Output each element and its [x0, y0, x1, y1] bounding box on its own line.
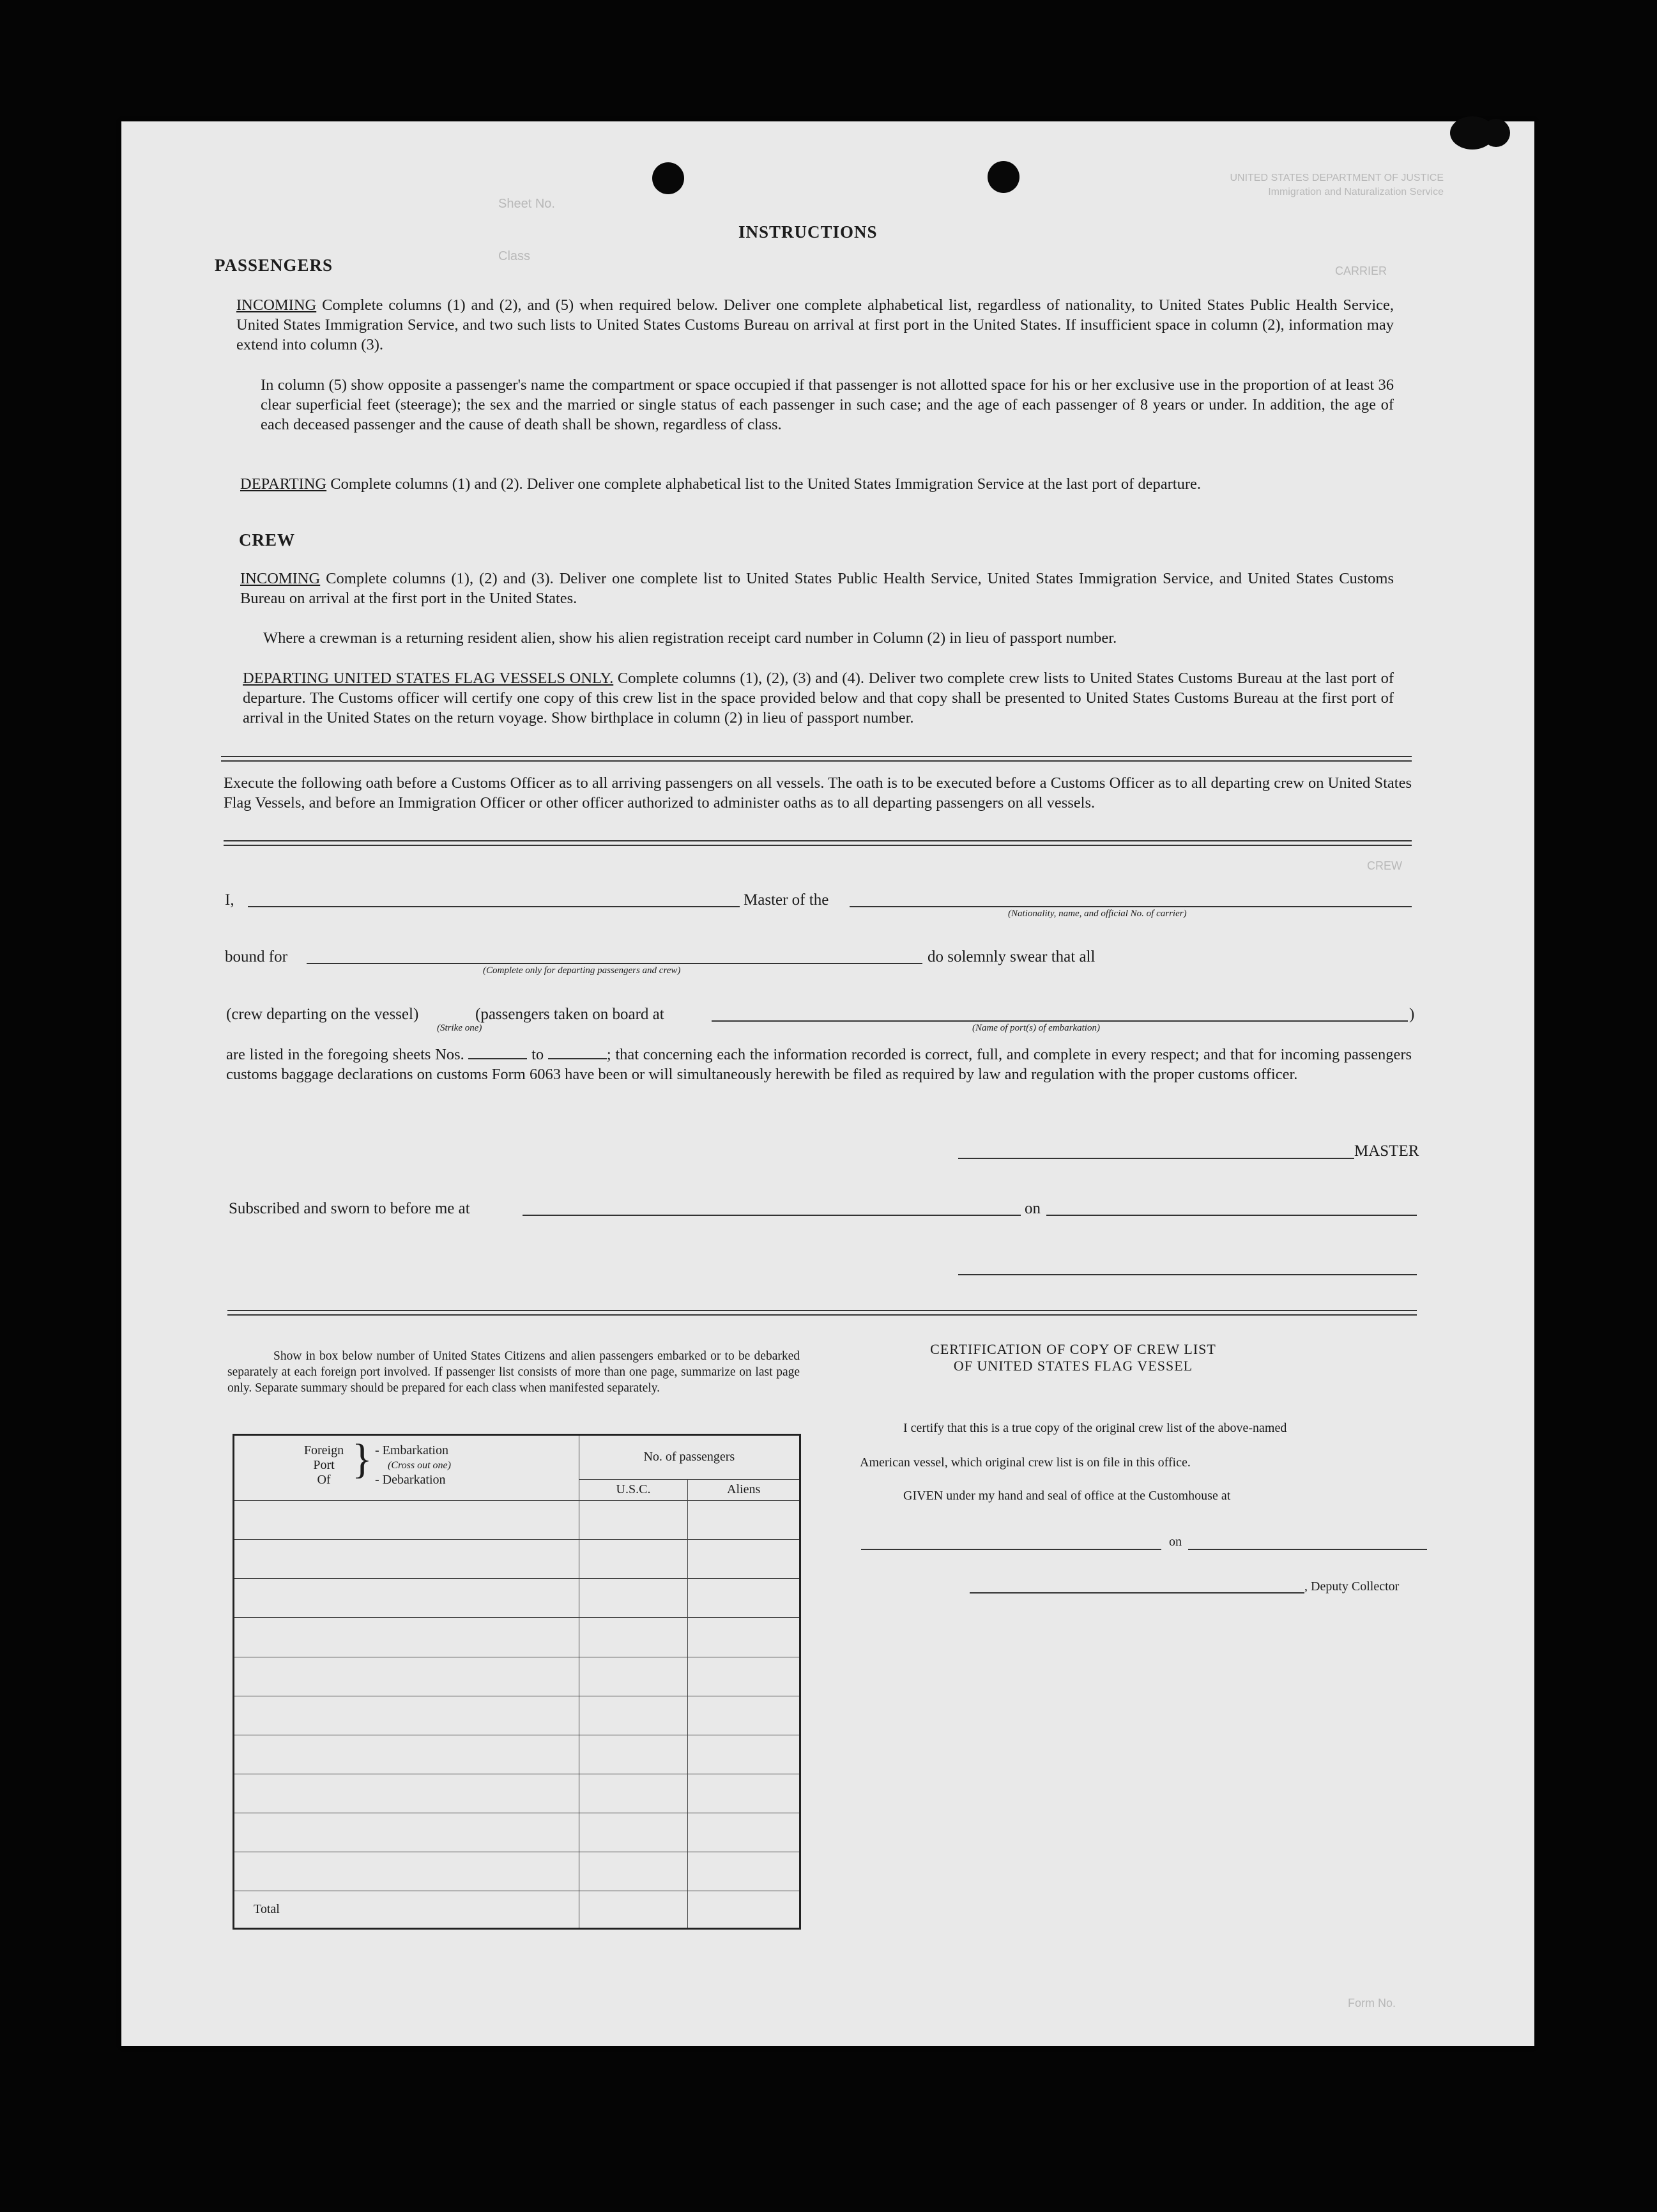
departing-flag-label: DEPARTING UNITED STATES FLAG VESSELS ONLY. — [243, 670, 614, 687]
usc-cell[interactable] — [579, 1813, 688, 1852]
table-row — [234, 1501, 800, 1540]
punch-hole-right — [988, 161, 1019, 193]
incoming-text: Complete columns (1) and (2), and (5) when required below. Deliver one complete alphabetical list, regardless of nationality, to United States Public Health Service, United States Immigration Service, and two such lists to United States Customs Bureau on arrival at first port in the United States. If insufficient space in column (2), information may extend into column (3). — [236, 296, 1394, 353]
column5-text: In column (5) show opposite a passenger's name the compartment or space occupied if that passenger is not allotted space for his or her exclusive use in the proportion of at least 36 clear superficial feet (steerage); the sex and the married or single status of each passenger in such case; and the age of each passenger of 8 years or under. In addition, the age of each deceased passenger and the cause of death shall be shown, regardless of class. — [261, 376, 1394, 433]
bleed-through-dept: UNITED STATES DEPARTMENT OF JUSTICE — [1230, 173, 1444, 183]
table-row — [234, 1696, 800, 1735]
certification-on-label: on — [1169, 1535, 1182, 1549]
close-paren: ) — [1409, 1006, 1415, 1023]
usc-cell[interactable] — [579, 1540, 688, 1579]
oath-intro: Execute the following oath before a Customs Officer as to all arriving passengers on all vessels. The oath is to be executed before a Customs Officer as to all departing crew on United States Flag Vessels, and before an Immigration Officer or other officer authorized to administer oaths as to all departing passengers on all vessels. — [224, 774, 1412, 811]
usc-cell[interactable] — [579, 1657, 688, 1696]
foregoing-sheets-paragraph — [226, 1045, 1412, 1084]
foreign-label: Foreign — [303, 1443, 344, 1457]
usc-cell[interactable] — [579, 1579, 688, 1618]
port-cell[interactable] — [234, 1774, 579, 1813]
deputy-collector-label: , Deputy Collector — [1304, 1579, 1400, 1594]
table-row — [234, 1579, 800, 1618]
port-cell[interactable] — [234, 1540, 579, 1579]
officer-signature-field[interactable] — [958, 1274, 1417, 1275]
certify-line-b: American vessel, which original crew list is on file in this office. — [860, 1455, 1191, 1470]
customhouse-field[interactable] — [861, 1549, 1161, 1550]
master-label: MASTER — [1354, 1142, 1419, 1160]
usc-header: U.S.C. — [579, 1479, 688, 1501]
crewman-paragraph — [263, 628, 1394, 648]
subscribed-label: Subscribed and sworn to before me at — [229, 1200, 470, 1217]
passenger-summary-table — [233, 1434, 801, 1930]
oath-i-label: I, — [225, 891, 234, 909]
total-label: Total — [234, 1891, 579, 1928]
crew-heading: CREW — [239, 530, 296, 549]
departing-label: DEPARTING — [240, 475, 327, 493]
port-cell[interactable] — [234, 1852, 579, 1891]
departing-text: Complete columns (1) and (2). Deliver one complete alphabetical list to the United States Immigration Service at the last port of departure. — [326, 475, 1201, 493]
of-label: Of — [317, 1473, 331, 1487]
crew-incoming-label: INCOMING — [240, 570, 321, 587]
passengers-incoming-paragraph — [236, 295, 1394, 355]
crew-incoming-text: Complete columns (1), (2) and (3). Deliver one complete list to United States Public Health Service, United States Immigration Service, and United States Customs Bureau on arrival at the first port in the United States. — [240, 570, 1394, 607]
strike-one-hint: (Strike one) — [437, 1023, 482, 1033]
port-label: Port — [313, 1458, 335, 1472]
bleed-through-sheet-no: Sheet No. — [498, 197, 555, 211]
usc-cell[interactable] — [579, 1618, 688, 1657]
embarkation-option[interactable]: - Embarkation — [375, 1443, 448, 1457]
brace-symbol: } — [352, 1436, 372, 1482]
passengers-departing-paragraph — [240, 474, 1394, 494]
column5-paragraph — [261, 375, 1394, 434]
listed-to-text: to — [531, 1046, 544, 1063]
table-row — [234, 1774, 800, 1813]
ports-field[interactable] — [712, 1020, 1408, 1022]
bleed-through-carrier: CARRIER — [1335, 265, 1387, 277]
aliens-cell[interactable] — [688, 1774, 800, 1813]
certify-line-a: I certify that this is a true copy of the original crew list of the above-named — [903, 1421, 1287, 1435]
summary-instructions: Show in box below number of United States Citizens and alien passengers embarked or to be debarked separately at each foreign port involved. If passenger list consists of more than one page, summarize on last page only. Separate summary should be prepared for each class when manifested separately. — [227, 1349, 800, 1395]
aliens-cell[interactable] — [688, 1813, 800, 1852]
port-cell[interactable] — [234, 1657, 579, 1696]
master-name-field[interactable] — [248, 906, 740, 907]
no-of-passengers-header: No. of passengers — [579, 1435, 800, 1480]
table-row — [234, 1813, 800, 1852]
torn-corner-mark — [1482, 119, 1510, 147]
instructions-title: INSTRUCTIONS — [738, 222, 878, 242]
usc-cell[interactable] — [579, 1735, 688, 1774]
aliens-cell[interactable] — [688, 1657, 800, 1696]
total-usc-cell[interactable] — [579, 1891, 688, 1928]
port-cell[interactable] — [234, 1579, 579, 1618]
passengers-taken-option[interactable]: (passengers taken on board at — [475, 1006, 664, 1023]
cross-out-hint: (Cross out one) — [388, 1460, 451, 1471]
port-cell[interactable] — [234, 1618, 579, 1657]
certification-date-field[interactable] — [1188, 1549, 1427, 1550]
aliens-cell[interactable] — [688, 1696, 800, 1735]
bleed-through-crew: CREW — [1367, 859, 1402, 872]
ports-hint: (Name of port(s) of embarkation) — [972, 1023, 1100, 1033]
bleed-through-service: Immigration and Naturalization Service — [1268, 187, 1444, 197]
deputy-collector-signature-field[interactable] — [970, 1592, 1304, 1594]
port-cell[interactable] — [234, 1735, 579, 1774]
aliens-cell[interactable] — [688, 1579, 800, 1618]
departing-flag-paragraph — [243, 668, 1394, 728]
master-signature-field[interactable] — [958, 1158, 1354, 1159]
crew-incoming-paragraph — [240, 569, 1394, 608]
departing-flag-text: Complete columns (1), (2), (3) and (4). Deliver two complete crew lists to United States Customs Bureau at the last port of departure. The Customs officer will certify one copy of this crew list in the space provided below and that copy shall be presented to United States Customs Bureau at the first port of arrival in the United States on the return voyage. Show birthplace in column (2) in lieu of passport number. — [243, 670, 1394, 726]
aliens-cell[interactable] — [688, 1735, 800, 1774]
aliens-cell[interactable] — [688, 1501, 800, 1540]
table-row — [234, 1852, 800, 1891]
given-line: GIVEN under my hand and seal of office at the Customhouse at — [903, 1489, 1231, 1503]
sheet-from-field[interactable] — [468, 1057, 527, 1059]
table-row — [234, 1657, 800, 1696]
debarkation-option[interactable]: - Debarkation — [375, 1473, 446, 1487]
bound-for-hint: (Complete only for departing passengers and crew) — [483, 965, 681, 976]
usc-cell[interactable] — [579, 1852, 688, 1891]
usc-cell[interactable] — [579, 1696, 688, 1735]
section-divider — [227, 1310, 1417, 1316]
document-page — [121, 121, 1534, 2046]
incoming-label: INCOMING — [236, 296, 317, 314]
sheet-to-field[interactable] — [548, 1057, 607, 1059]
crewman-text: Where a crewman is a returning resident alien, show his alien registration receipt card number in Column (2) in lieu of passport number. — [263, 629, 1117, 647]
port-cell[interactable] — [234, 1501, 579, 1540]
table-row — [234, 1540, 800, 1579]
port-cell[interactable] — [234, 1696, 579, 1735]
table-row — [234, 1618, 800, 1657]
master-of-the-label: Master of the — [744, 891, 829, 909]
sworn-at-field[interactable] — [523, 1215, 1021, 1216]
aliens-cell[interactable] — [688, 1618, 800, 1657]
sworn-on-label: on — [1025, 1200, 1041, 1217]
port-header-cell — [234, 1435, 579, 1501]
section-divider — [221, 756, 1412, 762]
passengers-heading: PASSENGERS — [215, 256, 333, 275]
usc-cell[interactable] — [579, 1501, 688, 1540]
solemnly-swear-text: do solemnly swear that all — [928, 948, 1096, 965]
aliens-cell[interactable] — [688, 1540, 800, 1579]
table-row — [234, 1735, 800, 1774]
aliens-header: Aliens — [688, 1479, 800, 1501]
crew-departing-option[interactable]: (crew departing on the vessel) — [226, 1006, 419, 1023]
bound-for-field[interactable] — [307, 963, 922, 964]
listed-a-text: are listed in the foregoing sheets Nos. — [226, 1046, 464, 1063]
certification-title-2: OF UNITED STATES FLAG VESSEL — [953, 1358, 1193, 1374]
certification-title-1: CERTIFICATION OF COPY OF CREW LIST — [930, 1341, 1216, 1357]
section-divider — [224, 840, 1412, 846]
carrier-field[interactable] — [850, 906, 1412, 907]
punch-hole-left — [652, 162, 684, 194]
total-row — [234, 1891, 800, 1928]
bleed-through-class: Class — [498, 249, 531, 263]
usc-cell[interactable] — [579, 1774, 688, 1813]
bleed-through-form-no: Form No. — [1348, 1997, 1396, 2009]
bound-for-label: bound for — [225, 948, 287, 965]
total-aliens-cell[interactable] — [688, 1891, 800, 1928]
carrier-hint: (Nationality, name, and official No. of carrier) — [1008, 909, 1187, 919]
port-cell[interactable] — [234, 1813, 579, 1852]
listed-b-text: ; that concerning each the information recorded is correct, full, and complete in every respect; and that for incoming passengers customs baggage declarations on customs Form 6063 have been or will simultaneously herewith be filed as required by law and regulation with the proper customs officer. — [226, 1046, 1412, 1083]
sworn-date-field[interactable] — [1046, 1215, 1417, 1216]
aliens-cell[interactable] — [688, 1852, 800, 1891]
